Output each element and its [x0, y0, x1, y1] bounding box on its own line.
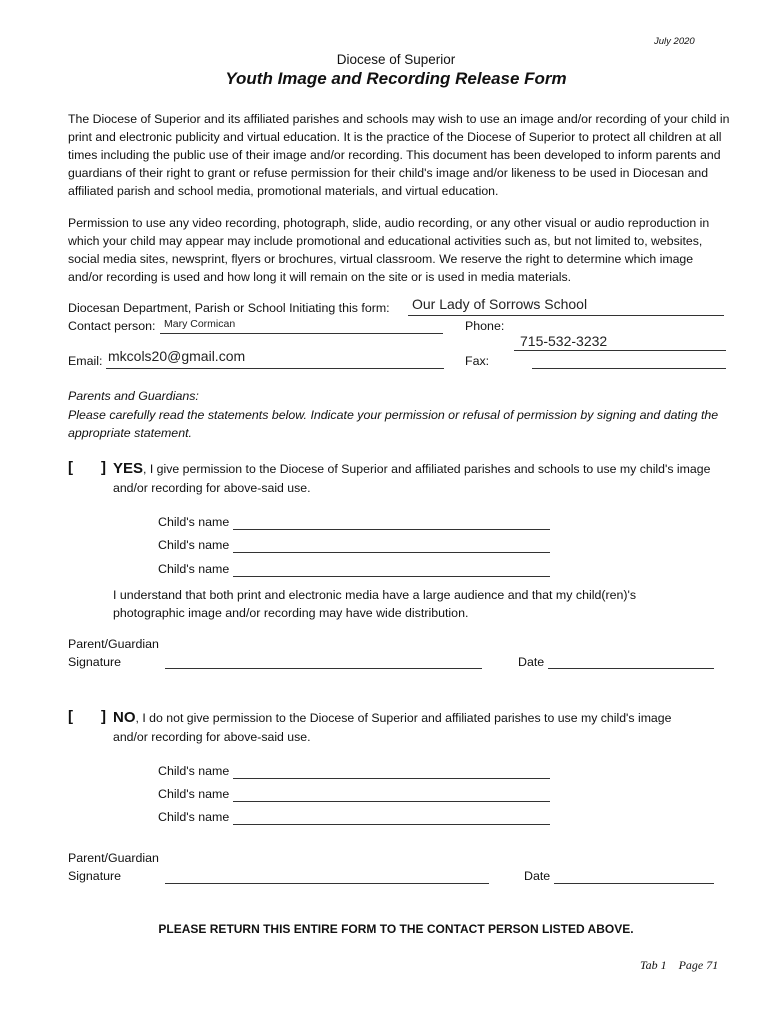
- yes-statement: [113, 460, 733, 477]
- yes-date-field[interactable]: [548, 654, 714, 669]
- no-line-1: , I do not give permission to the Diocese of Superior and affiliated parishes to use my child's image: [135, 711, 672, 725]
- no-signature-field[interactable]: [165, 869, 489, 884]
- no-child-name-label-3: Child's name: [158, 810, 230, 824]
- yes-bracket-close-wrap: [101, 459, 106, 476]
- contact-person-field[interactable]: [160, 319, 443, 334]
- contact-person-value: Mary Cormican: [164, 318, 236, 330]
- yes-signature-field[interactable]: [165, 654, 482, 669]
- no-child-name-field-1[interactable]: [233, 764, 550, 779]
- phone-field[interactable]: [514, 333, 726, 351]
- yes-child-name-label-2: Child's name: [158, 538, 230, 552]
- no-signature-label-1: Parent/Guardian: [68, 851, 159, 865]
- yes-child-name-field-3[interactable]: [233, 562, 550, 577]
- no-line-2: and/or recording for above-said use.: [113, 730, 311, 744]
- no-bracket-open: [: [68, 708, 73, 725]
- department-label: Diocesan Department, Parish or School Initiating this form:: [68, 301, 390, 315]
- department-field[interactable]: [408, 296, 724, 316]
- page-number: Tab 1 Page 71: [640, 958, 719, 972]
- no-statement: [113, 709, 733, 726]
- yes-understand-text: I understand that both print and electronic media have a large audience and that my child(ren)'s photographic image and/or recording may have wide distribution.: [113, 588, 637, 620]
- no-child-name-label-1: Child's name: [158, 764, 230, 778]
- return-instructions: PLEASE RETURN THIS ENTIRE FORM TO THE CONTACT PERSON LISTED ABOVE.: [158, 922, 634, 936]
- instructions-heading: Parents and Guardians:: [68, 389, 199, 403]
- no-bracket-close: ]: [101, 708, 106, 725]
- fax-field[interactable]: [532, 354, 726, 369]
- yes-signature-label-2: Signature: [68, 655, 122, 669]
- intro-paragraph-2: Permission to use any video recording, photograph, slide, audio recording, or any other visual or audio reproduction in which your child may appear may include promotional and educational activities such as, but not limited to, websites, social media sites, newsprint, flyers or brochures, virtual classroom. We reserve the right to determine which image and/or recording is used and how long it will remain on the site or is used in media materials.: [68, 216, 710, 284]
- yes-line-1: , I give permission to the Diocese of Superior and affiliated parishes and schools to use my child's image: [143, 462, 711, 476]
- form-title: Youth Image and Recording Release Form: [225, 69, 567, 88]
- yes-keyword: YES: [113, 460, 144, 477]
- phone-value: 715-532-3232: [520, 333, 608, 349]
- no-child-name-field-2[interactable]: [233, 787, 550, 802]
- yes-signature-label-1: Parent/Guardian: [68, 637, 159, 651]
- no-child-name-field-3[interactable]: [233, 810, 550, 825]
- yes-date-label: Date: [518, 655, 545, 669]
- department-value: Our Lady of Sorrows School: [412, 296, 588, 312]
- yes-bracket-close: ]: [101, 459, 106, 476]
- intro-paragraph-1: The Diocese of Superior and its affiliated parishes and schools may wish to use an image and/or recording of your child in print and electronic publicity and virtual education. It is the practice of the Diocese of Superior to protect all children at all times including the public use of their image and/or recording. This document has been developed to inform parents and guardians of their right to grant or refuse permission for their child's image and/or likeness to be used in Diocesan and affiliated parish and school media, promotional materials, and virtual education.: [68, 112, 730, 198]
- no-bracket-close-wrap: [101, 708, 106, 725]
- yes-checkbox[interactable]: [68, 459, 73, 476]
- yes-child-name-field-1[interactable]: [233, 515, 550, 530]
- yes-bracket-open: [: [68, 459, 73, 476]
- no-checkbox[interactable]: [68, 708, 73, 725]
- yes-line-2: and/or recording for above-said use.: [113, 481, 311, 495]
- email-label: Email:: [68, 354, 103, 368]
- no-date-label: Date: [524, 869, 551, 883]
- fax-label: Fax:: [465, 354, 490, 368]
- yes-child-name-label-1: Child's name: [158, 515, 230, 529]
- phone-label: Phone:: [465, 319, 505, 333]
- no-keyword: NO: [113, 709, 136, 726]
- no-date-field[interactable]: [554, 869, 714, 884]
- form-date: July 2020: [654, 36, 695, 47]
- yes-child-name-field-2[interactable]: [233, 538, 550, 553]
- email-field[interactable]: [106, 348, 444, 369]
- instructions-text: Please carefully read the statements below. Indicate your permission or refusal of permission by signing and dating the appropriate statement.: [68, 408, 719, 440]
- email-value: mkcols20@gmail.com: [108, 348, 246, 364]
- yes-child-name-label-3: Child's name: [158, 562, 230, 576]
- organization-name: Diocese of Superior: [336, 52, 456, 67]
- no-signature-label-2: Signature: [68, 869, 122, 883]
- contact-person-label: Contact person:: [68, 319, 156, 333]
- no-child-name-label-2: Child's name: [158, 787, 230, 801]
